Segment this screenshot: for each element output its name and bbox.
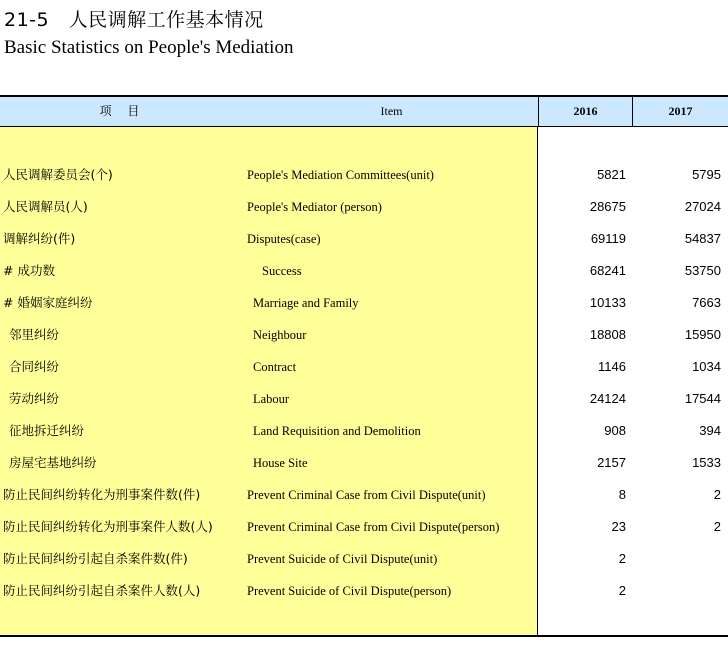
value-2017: 54837 [684, 231, 721, 246]
value-2017: 2 [713, 519, 721, 534]
value-2016: 5821 [597, 167, 626, 182]
value-2016: 23 [611, 519, 626, 534]
table-row [0, 327, 728, 359]
table-row [0, 455, 728, 487]
value-2016: 69119 [590, 231, 626, 246]
row-label-cn: # 成功数 [3, 263, 55, 278]
row-label-en: Disputes(case) [247, 232, 321, 246]
value-2016: 18808 [589, 327, 626, 342]
table-row [0, 423, 728, 455]
table-row [0, 519, 728, 551]
table-row [0, 295, 728, 327]
value-2016: 68241 [589, 263, 626, 278]
page-title-cn: 21-5 人民调解工作基本情况 [4, 9, 264, 31]
row-label-en: Neighbour [253, 328, 307, 342]
statistics-table [0, 95, 728, 637]
row-label-cn: 防止民间纠纷转化为刑事案件人数(人) [3, 519, 213, 534]
value-2016: 10133 [589, 295, 626, 310]
value-2016: 2157 [597, 455, 626, 470]
table-row [0, 583, 728, 615]
row-label-en: Land Requisition and Demolition [253, 424, 421, 438]
table-row [0, 263, 728, 295]
value-2016: 8 [618, 487, 626, 502]
header-year-2017: 2017 [632, 97, 728, 126]
table-row [0, 199, 728, 231]
table-row [0, 359, 728, 391]
header-item-cn: 项 目 [99, 104, 146, 118]
value-2017: 394 [699, 423, 721, 438]
row-label-en: Success [262, 264, 302, 278]
row-label-en: Marriage and Family [253, 296, 359, 310]
row-label-en: Contract [253, 360, 297, 374]
value-2016: 24124 [589, 391, 626, 406]
row-label-cn: # 婚姻家庭纠纷 [3, 295, 93, 310]
row-label-en: People's Mediation Committees(unit) [247, 168, 434, 182]
header-item-en: Item [380, 104, 403, 118]
header-year-2016: 2016 [538, 97, 632, 126]
row-label-en: House Site [253, 456, 308, 470]
row-label-cn: 合同纠纷 [9, 359, 60, 374]
row-label-en: Prevent Criminal Case from Civil Dispute(person) [247, 520, 500, 534]
row-label-cn: 防止民间纠纷引起自杀案件数(件) [3, 551, 188, 566]
table-header [0, 97, 728, 127]
row-label-en: People's Mediator (person) [247, 200, 382, 214]
row-label-cn: 防止民间纠纷转化为刑事案件数(件) [3, 487, 201, 502]
value-2017: 2 [713, 487, 721, 502]
table-row [0, 487, 728, 519]
table-row [0, 231, 728, 263]
row-label-cn: 人民调解委员会(个) [3, 167, 113, 182]
value-2016: 2 [618, 583, 626, 598]
value-2017: 5795 [692, 167, 721, 182]
value-2016: 2 [618, 551, 626, 566]
row-label-en: Prevent Criminal Case from Civil Dispute(unit) [247, 488, 486, 502]
value-2017: 17544 [684, 391, 721, 406]
value-2016: 28675 [589, 199, 626, 214]
row-label-en: Prevent Suicide of Civil Dispute(unit) [247, 552, 438, 566]
row-label-cn: 防止民间纠纷引起自杀案件人数(人) [3, 583, 201, 598]
value-2017: 53750 [684, 263, 721, 278]
row-label-cn: 劳动纠纷 [9, 391, 60, 406]
value-2016: 908 [604, 423, 626, 438]
value-2017: 27024 [684, 199, 721, 214]
value-2017: 1034 [692, 359, 721, 374]
row-label-cn: 邻里纠纷 [9, 327, 60, 342]
row-label-cn: 房屋宅基地纠纷 [9, 455, 97, 470]
row-label-cn: 征地拆迁纠纷 [9, 423, 85, 438]
row-label-cn: 调解纠纷(件) [3, 231, 76, 246]
page-title-en: Basic Statistics on People's Mediation [4, 37, 294, 58]
row-label-en: Labour [253, 392, 290, 406]
table-row [0, 167, 728, 199]
row-label-en: Prevent Suicide of Civil Dispute(person) [247, 584, 452, 598]
value-2017: 15950 [684, 327, 721, 342]
value-2017: 7663 [692, 295, 721, 310]
value-2016: 1146 [598, 359, 626, 374]
table-row [0, 391, 728, 423]
table-row [0, 551, 728, 583]
row-label-cn: 人民调解员(人) [3, 199, 88, 214]
value-2017: 1533 [692, 455, 721, 470]
